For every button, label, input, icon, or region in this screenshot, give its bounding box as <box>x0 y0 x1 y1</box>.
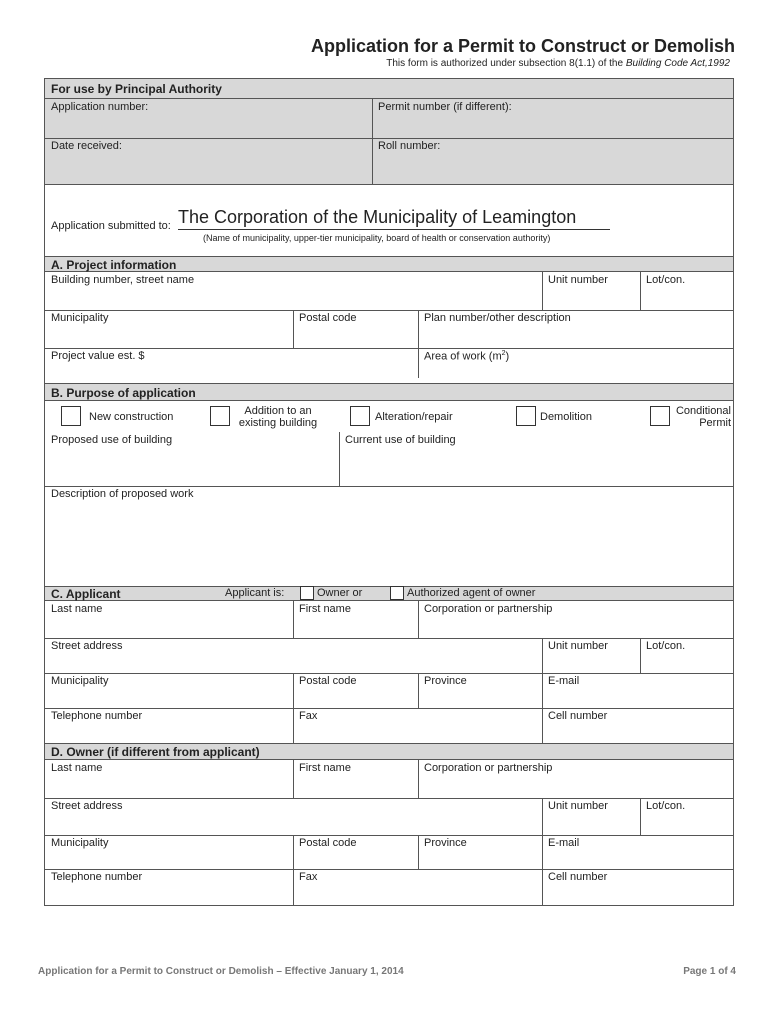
current-use-field[interactable]: Current use of building <box>345 434 456 446</box>
divider <box>542 638 543 673</box>
conditional-line-2: Permit <box>699 417 731 429</box>
applicant-fax-field[interactable]: Fax <box>299 710 318 722</box>
applicant-unit-field[interactable]: Unit number <box>548 640 608 652</box>
divider <box>640 272 641 310</box>
permit-number-field[interactable]: Permit number (if different): <box>378 101 512 113</box>
divider <box>339 432 340 486</box>
owner-first-name-field[interactable]: First name <box>299 762 351 774</box>
permit-form <box>44 78 734 906</box>
applicant-municipality-field[interactable]: Municipality <box>51 675 109 687</box>
divider <box>293 601 294 638</box>
owner-fax-field[interactable]: Fax <box>299 871 318 883</box>
divider <box>293 760 294 798</box>
subtitle-act: Building Code Act,1992 <box>625 58 730 69</box>
divider <box>293 310 294 348</box>
owner-postal-field[interactable]: Postal code <box>299 837 357 849</box>
addition-line-2: existing building <box>238 417 318 429</box>
applicant-cell-field[interactable]: Cell number <box>548 710 608 722</box>
owner-cell-field[interactable]: Cell number <box>548 871 608 883</box>
divider <box>418 601 419 638</box>
owner-last-name-field[interactable]: Last name <box>51 762 103 774</box>
applicant-corporation-field[interactable]: Corporation or partnership <box>424 603 553 615</box>
divider <box>640 798 641 835</box>
demolition-label: Demolition <box>540 411 592 423</box>
area-of-work-field[interactable] <box>418 348 733 378</box>
owner-unit-field[interactable]: Unit number <box>548 800 608 812</box>
agent-checkbox[interactable] <box>390 586 404 600</box>
principal-authority-header: For use by Principal Authority <box>45 79 733 99</box>
conditional-line-1: Conditional <box>675 405 731 417</box>
owner-checkbox[interactable] <box>300 586 314 600</box>
applicant-is-label: Applicant is: <box>225 587 285 599</box>
applicant-province-field[interactable]: Province <box>424 675 467 687</box>
applicant-telephone-field[interactable]: Telephone number <box>51 710 143 722</box>
applicant-postal-field[interactable]: Postal code <box>299 675 357 687</box>
form-title: Application for a Permit to Construct or Demolish <box>310 36 735 56</box>
divider <box>372 99 373 185</box>
building-street-field[interactable]: Building number, street name <box>51 274 195 286</box>
divider <box>640 638 641 673</box>
divider <box>418 835 419 869</box>
area-label: Area of work (m <box>424 350 502 363</box>
divider <box>418 760 419 798</box>
municipality-note: (Name of municipality, upper-tier municipality, board of health or conservation authority) <box>203 233 551 243</box>
area-sup: 2 <box>501 350 506 357</box>
applicant-first-name-field[interactable]: First name <box>299 603 351 615</box>
divider <box>418 673 419 708</box>
divider <box>542 272 543 310</box>
footer-form-name: Application for a Permit to Construct or Demolish – Effective January 1, 2014 <box>38 966 404 977</box>
applicant-last-name-field[interactable]: Last name <box>51 603 103 615</box>
subtitle-text: This form is authorized under subsection 8(1.1) of the <box>386 58 626 69</box>
section-c-title: C. Applicant <box>51 587 121 601</box>
project-unit-field[interactable]: Unit number <box>548 274 608 286</box>
owner-telephone-field[interactable]: Telephone number <box>51 871 143 883</box>
section-c-header <box>45 586 733 601</box>
project-municipality-field[interactable]: Municipality <box>51 312 109 324</box>
project-value-field[interactable]: Project value est. $ <box>51 350 145 362</box>
roll-number-field[interactable]: Roll number: <box>378 140 441 152</box>
section-a-header: A. Project information <box>45 256 733 272</box>
owner-municipality-field[interactable]: Municipality <box>51 837 109 849</box>
divider <box>542 798 543 835</box>
addition-checkbox[interactable] <box>210 406 230 426</box>
submitted-to-label: Application submitted to: <box>51 220 171 232</box>
owner-province-field[interactable]: Province <box>424 837 467 849</box>
footer-page-number: Page 1 of 4 <box>683 966 736 977</box>
owner-email-field[interactable]: E-mail <box>548 837 580 849</box>
applicant-lot-field[interactable]: Lot/con. <box>646 640 686 652</box>
divider <box>45 184 733 185</box>
new-construction-label: New construction <box>89 411 174 423</box>
agent-label: Authorized agent of owner <box>407 587 536 599</box>
section-d-header: D. Owner (if different from applicant) <box>45 743 733 760</box>
area-suffix: ) <box>505 350 510 363</box>
section-b-header: B. Purpose of application <box>45 383 733 401</box>
form-subtitle <box>0 58 730 69</box>
project-lot-field[interactable]: Lot/con. <box>646 274 686 286</box>
applicant-email-field[interactable]: E-mail <box>548 675 580 687</box>
owner-corporation-field[interactable]: Corporation or partnership <box>424 762 553 774</box>
project-postal-field[interactable]: Postal code <box>299 312 357 324</box>
application-number-field[interactable]: Application number: <box>51 101 149 113</box>
demolition-checkbox[interactable] <box>516 406 536 426</box>
proposed-use-field[interactable]: Proposed use of building <box>51 434 173 446</box>
new-construction-checkbox[interactable] <box>61 406 81 426</box>
alteration-label: Alteration/repair <box>375 411 453 423</box>
description-field[interactable]: Description of proposed work <box>51 488 194 500</box>
municipality-underline <box>178 229 610 230</box>
applicant-street-field[interactable]: Street address <box>51 640 123 652</box>
plan-number-field[interactable]: Plan number/other description <box>424 312 571 324</box>
owner-street-field[interactable]: Street address <box>51 800 123 812</box>
addition-label <box>235 405 321 429</box>
municipality-name[interactable]: The Corporation of the Municipality of Leamington <box>178 207 577 227</box>
owner-lot-field[interactable]: Lot/con. <box>646 800 686 812</box>
owner-or-label: Owner or <box>317 587 363 599</box>
addition-line-1: Addition to an <box>244 405 312 417</box>
date-received-field[interactable]: Date received: <box>51 140 122 152</box>
conditional-permit-label <box>665 405 731 429</box>
alteration-checkbox[interactable] <box>350 406 370 426</box>
